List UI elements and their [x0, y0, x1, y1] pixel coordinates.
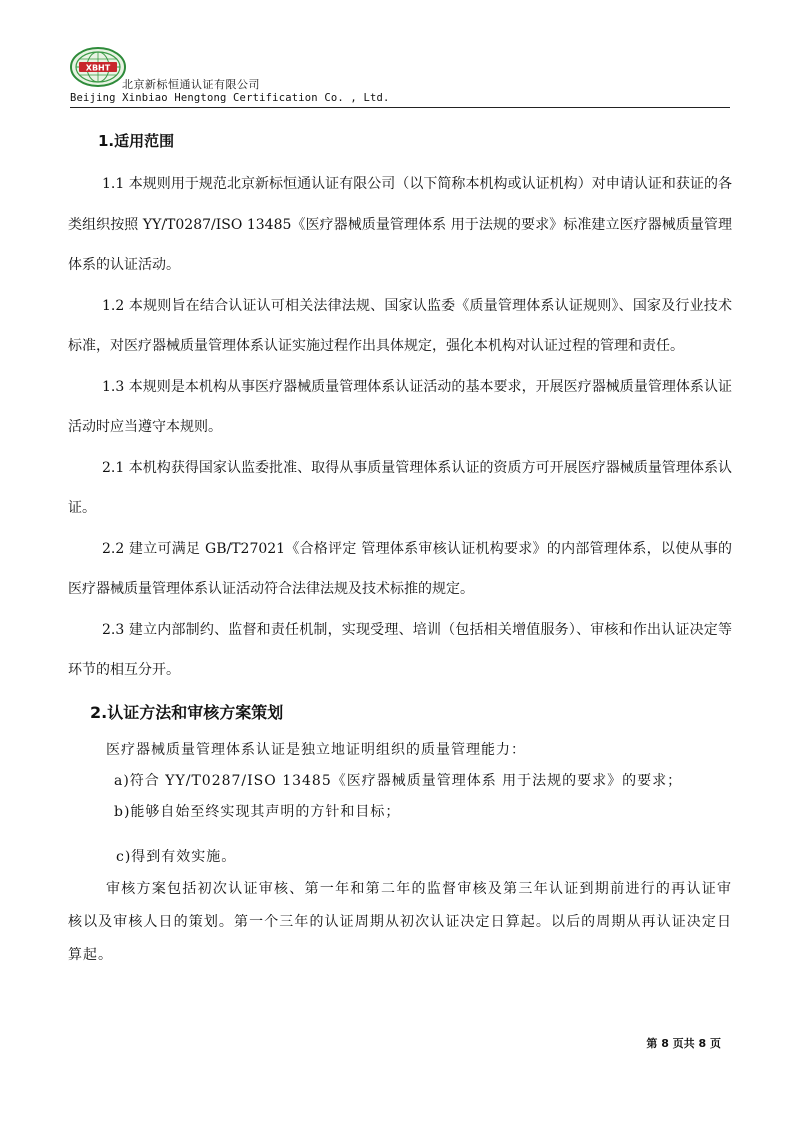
company-name-cn: 北京新标恒通认证有限公司	[122, 78, 260, 91]
section-1-body	[68, 164, 732, 691]
audit-program-paragraph: 审核方案包括初次认证审核、第一年和第二年的监督审核及第三年认证到期前进行的再认证审核以及审核人日的策划。第一个三年的认证周期从初次认证决定日算起。以后的周期从再认证决定日算起。	[68, 880, 732, 963]
paragraph-1-1: 1.1 本规则用于规范北京新标恒通认证有限公司（以下简称本机构或认证机构）对申请认证和获证的各类组织按照 YY/T0287/ISO 13485《医疗器械质量管理体系 用于法规的要求》标准建立医疗器械质量管理体系的认证活动。	[68, 176, 732, 273]
section-2-intro: 医疗器械质量管理体系认证是独立地证明组织的质量管理能力：	[106, 741, 526, 758]
company-logo	[70, 46, 126, 88]
document-body	[68, 120, 732, 972]
logo-text: XBHT	[85, 63, 111, 73]
paragraph-2-2: 2.2 建立可满足 GB/T27021《合格评定 管理体系审核认证机构要求》的内部管理体系，以使从事的医疗器械质量管理体系认证活动符合法律法规及技术标推的规定。	[68, 540, 732, 597]
paragraph-1-2: 1.2 本规则旨在结合认证认可相关法律法规、国家认监委《质量管理体系认证规则》、国家及行业技术标准，对医疗器械质量管理体系认证实施过程作出具体规定，强化本机构对认证过程的管理和责任。	[68, 297, 732, 354]
paragraph-2-3: 2.3 建立内部制约、监督和责任机制，实现受理、培训（包括相关增值服务）、审核和作出认证决定等环节的相互分开。	[68, 621, 732, 678]
list-item-a: a)符合 YY/T0287/ISO 13485《医疗器械质量管理体系 用于法规的要求》的要求；	[114, 772, 683, 789]
page-number: 第 8 页共 8 页	[646, 1037, 721, 1050]
header-divider	[70, 107, 730, 108]
list-item-b: b)能够自始至终实现其声明的方针和目标；	[114, 803, 401, 820]
section-2-heading: 2.认证方法和审核方案策划	[90, 702, 284, 722]
list-item-c: c)得到有效实施。	[116, 848, 237, 865]
paragraph-2-1: 2.1 本机构获得国家认监委批准、取得从事质量管理体系认证的资质方可开展医疗器械质量管理体系认证。	[68, 459, 732, 516]
section-1-heading: 1.适用范围	[98, 132, 175, 150]
paragraph-1-3: 1.3 本规则是本机构从事医疗器械质量管理体系认证活动的基本要求，开展医疗器械质量管理体系认证活动时应当遵守本规则。	[68, 378, 732, 435]
company-name-en: Beijing Xinbiao Hengtong Certification Co. , Ltd.	[70, 92, 390, 104]
